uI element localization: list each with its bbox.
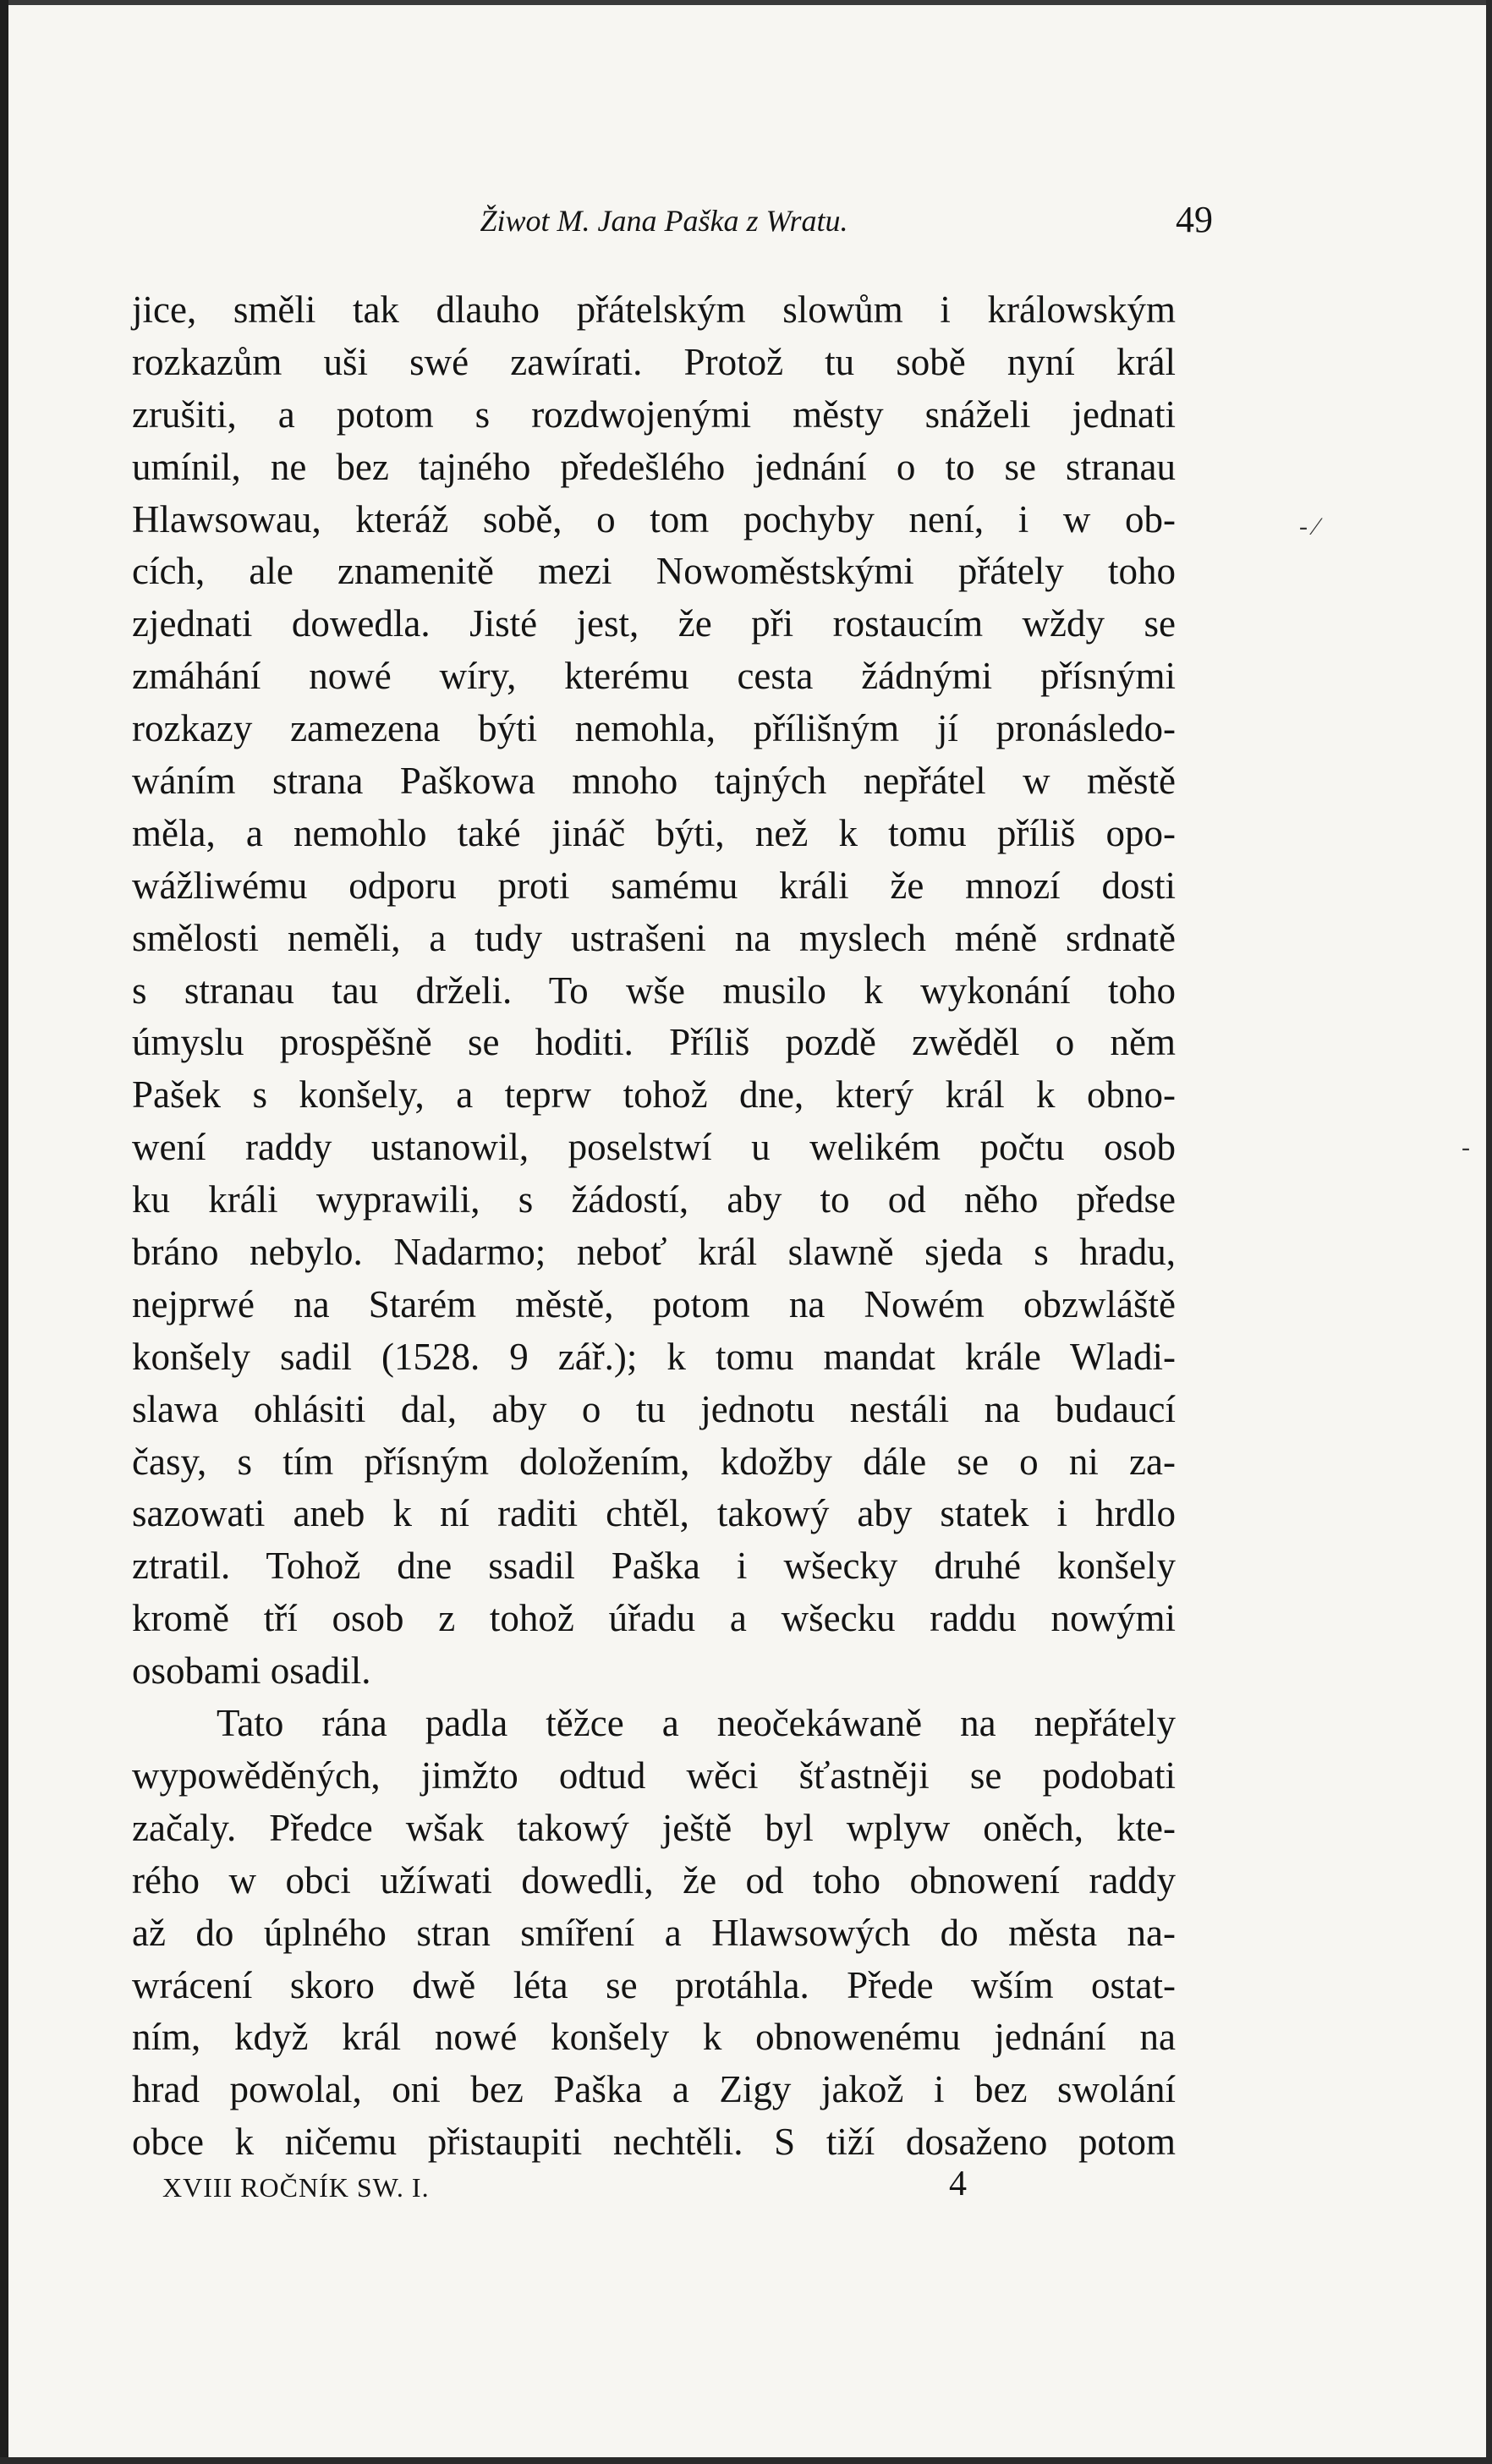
paragraph-1 bbox=[132, 284, 1176, 1698]
text-line: Tato rána padla těžce a neočekáwaně na nepřátely bbox=[217, 1702, 1176, 1745]
text-line: časy, s tím přísným doložením, kdožby dále se o ni za- bbox=[132, 1440, 1176, 1483]
text-line: ztratil. Tohož dne ssadil Paška i wšecky druhé konšely bbox=[132, 1545, 1176, 1588]
text-line: zmáhání nowé wíry, kterému cesta žádnými přísnými bbox=[132, 655, 1176, 698]
text-line: zrušiti, a potom s rozdwojenými městy snáželi jednati bbox=[132, 392, 1176, 436]
text-line: měla, a nemohlo také jináč býti, než k tomu příliš opo- bbox=[132, 811, 1176, 854]
text-line: kromě tří osob z tohož úřadu a wšecku raddu nowými bbox=[132, 1597, 1176, 1640]
text-line: wážliwému odporu proti samému králi že mnozí dosti bbox=[132, 864, 1176, 907]
text-line: jice, směli tak dlauho přátelským slowům i králowským bbox=[132, 288, 1176, 331]
text-line: wypowěděných, jimžto odtud wěci šťastněji se podobati bbox=[132, 1753, 1176, 1797]
text-line: ním, když král nowé konšely k obnowenému jednání na bbox=[132, 2016, 1176, 2059]
text-line: rého w obci užíwati dowedli, že od toho obnowení raddy bbox=[132, 1858, 1176, 1902]
running-title: Žiwot M. Jana Paška z Wratu. bbox=[480, 204, 848, 238]
text-line: začaly. Předce wšak takowý ještě byl wplyw oněch, kte- bbox=[132, 1806, 1176, 1849]
text-line: ku králi wyprawili, s žádostí, aby to od něho předse bbox=[132, 1178, 1176, 1221]
text-line: smělosti neměli, a tudy ustrašeni na myslech méně srdnatě bbox=[132, 916, 1176, 959]
page-edge-bottom bbox=[0, 2457, 1492, 2464]
text-line: zjednati dowedla. Jisté jest, že při rostaucím wždy se bbox=[132, 602, 1176, 645]
text-line: až do úplného stran smíření a Hlawsowých do města na- bbox=[132, 1911, 1176, 1954]
text-line: rozkazy zamezena býti nemohla, přílišným jí pronásledo- bbox=[132, 707, 1176, 750]
text-line: Hlawsowau, kteráž sobě, o tom pochyby není, i w ob- bbox=[132, 497, 1176, 541]
page-edge-left bbox=[0, 0, 8, 2464]
page-edge-right bbox=[1486, 0, 1492, 2464]
margin-mark: - ⁄ bbox=[1299, 513, 1319, 541]
text-block bbox=[132, 284, 1176, 2169]
text-line: hrad powolal, oni bez Paška a Zigy jakož i bez swolání bbox=[132, 2068, 1176, 2111]
text-line: umínil, ne bez tajného předešlého jednání o to se stranau bbox=[132, 445, 1176, 488]
running-head bbox=[135, 198, 1213, 249]
page-number: 49 bbox=[1176, 199, 1213, 240]
text-line: konšely sadil (1528. 9 zář.); k tomu mandat krále Wladi- bbox=[132, 1335, 1176, 1378]
margin-mark: - bbox=[1462, 1133, 1470, 1161]
page-footer bbox=[162, 2165, 1093, 2214]
text-line: Pašek s konšely, a teprw tohož dne, který král k obno- bbox=[132, 1073, 1176, 1117]
text-line: úmyslu prospěšně se hoditi. Příliš pozdě zwěděl o něm bbox=[132, 1021, 1176, 1064]
journal-signature: XVIII ROČNÍK SW. I. bbox=[162, 2172, 430, 2203]
page-edge-top bbox=[0, 0, 1492, 5]
text-line: rozkazům uši swé zawírati. Protož tu sobě nyní král bbox=[132, 340, 1176, 383]
text-line: sazowati aneb k ní raditi chtěl, takowý aby statek i hrdlo bbox=[132, 1492, 1176, 1535]
paragraph-2 bbox=[132, 1698, 1176, 2169]
text-line: wení raddy ustanowil, poselstwí u welikém počtu osob bbox=[132, 1126, 1176, 1169]
text-line: obce k ničemu přistaupiti nechtěli. S tiží dosaženo potom bbox=[132, 2121, 1176, 2164]
text-line: s stranau tau drželi. To wše musilo k wykonání toho bbox=[132, 969, 1176, 1012]
text-line: cích, ale znamenitě mezi Nowoměstskými přátely toho bbox=[132, 550, 1176, 593]
text-line: bráno nebylo. Nadarmo; neboť král slawně sjeda s hradu, bbox=[132, 1231, 1176, 1274]
text-line: wrácení skoro dwě léta se protáhla. Přede wším ostat- bbox=[132, 1963, 1176, 2006]
text-line: nejprwé na Starém městě, potom na Nowém obzwláště bbox=[132, 1282, 1176, 1325]
text-line: osobami osadil. bbox=[132, 1649, 371, 1693]
text-line: wáním strana Paškowa mnoho tajných nepřátel w městě bbox=[132, 760, 1176, 803]
text-line: slawa ohlásiti dal, aby o tu jednotu nestáli na budaucí bbox=[132, 1387, 1176, 1430]
printer-signature-mark: 4 bbox=[949, 2165, 967, 2203]
